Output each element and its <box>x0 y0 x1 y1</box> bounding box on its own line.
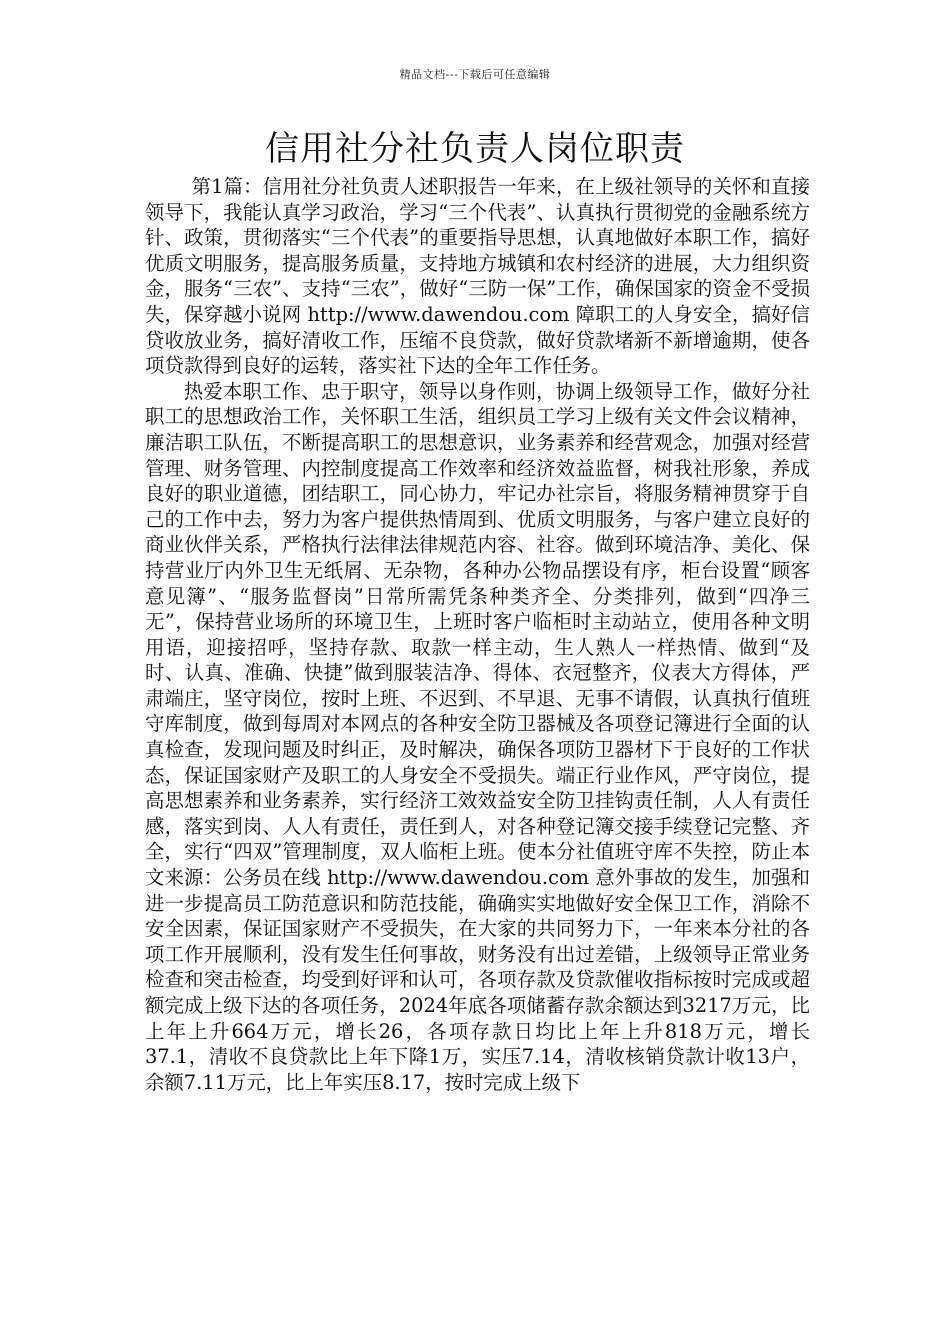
paragraph-1: 第1篇：信用社分社负责人述职报告一年来，在上级社领导的关怀和直接领导下，我能认真学习政治，学习“三个代表”、认真执行贯彻党的金融系统方针、政策，贯彻落实“三个代表”的重要指导思想，认真地做好本职工作，搞好优质文明服务，提高服务质量，支持地方城镇和农村经济的进展，大力组织资金，服务“三农”、支持“三农”，做好“三防一保”工作，确保国家的资金不受损失，保穿越小说网 http://www.dawendou.com 障职工的人身安全，搞好信贷收放业务，搞好清收工作，压缩不良贷款，做好贷款堵新不新增逾期，使各项贷款得到良好的运转，落实社下达的全年工作任务。 <box>145 175 810 378</box>
document-body <box>145 174 810 1095</box>
document-title: 信用社分社负责人岗位职责 <box>265 129 685 169</box>
paragraph-2: 热爱本职工作、忠于职守，领导以身作则，协调上级领导工作，做好分社职工的思想政治工作，关怀职工生活，组织员工学习上级有关文件会议精神，廉洁职工队伍，不断提高职工的思想意识，业务素养和经营观念，加强对经营管理、财务管理、内控制度提高工作效率和经济效益监督，树我社形象，养成良好的职业道德，团结职工，同心协力，牢记办社宗旨，将服务精神贯穿于自己的工作中去，努力为客户提供热情周到、优质文明服务，与客户建立良好的商业伙伴关系，严格执行法律法律规范内容、社容。做到环境洁净、美化、保持营业厅内外卫生无纸屑、无杂物，各种办公物品摆设有序，柜台设置“顾客意见簿”、“服务监督岗”日常所需凭条种类齐全、分类排列，做到“四净三无”，保持营业场所的环境卫生，上班时客户临柜时主动站立，使用各种文明用语，迎接招呼，坚持存款、取款一样主动，生人熟人一样热情、做到“及时、认真、准确、快捷”做到服装洁净、得体、衣冠整齐，仪表大方得体，严肃端庄，坚守岗位，按时上班、不迟到、不早退、无事不请假，认真执行值班守库制度，做到每周对本网点的各种安全防卫器械及各项登记簿进行全面的认真检查，发现问题及时纠正，及时解决，确保各项防卫器材下于良好的工作状态，保证国家财产及职工的人身安全不受损失。端正行业作风，严守岗位，提高思想素养和业务素养，实行经济工效效益安全防卫挂钩责任制，人人有责任感，落实到岗、人人有责任，责任到人，对各种登记簿交接手续登记完整、齐全，实行“四双”管理制度，双人临柜上班。使本分社值班守库不失控，防止本文来源：公务员在线 http://www.dawendou.com 意外事故的发生，加强和进一步提高员工防范意识和防范技能，确确实实地做好安全保卫工作，消除不安全因素，保证国家财产不受损失，在大家的共同努力下，一年来本分社的各项工作开展顺利，没有发生任何事故，财务没有出过差错，上级领导正常业务检查和突击检查，均受到好评和认可，各项存款及贷款催收指标按时完成或超额完成上级下达的各项任务，2024年底各项储蓄存款余额达到3217万元，比上年上升664万元，增长26，各项存款日均比上年上升818万元，增长37.1，清收不良贷款比上年下降1万，实压7.14，清收核销贷款计收13户，余额7.11万元，比上年实压8.17，按时完成上级下 <box>145 379 810 1094</box>
page-header: 精品文档---下载后可任意编辑 <box>399 68 551 81</box>
